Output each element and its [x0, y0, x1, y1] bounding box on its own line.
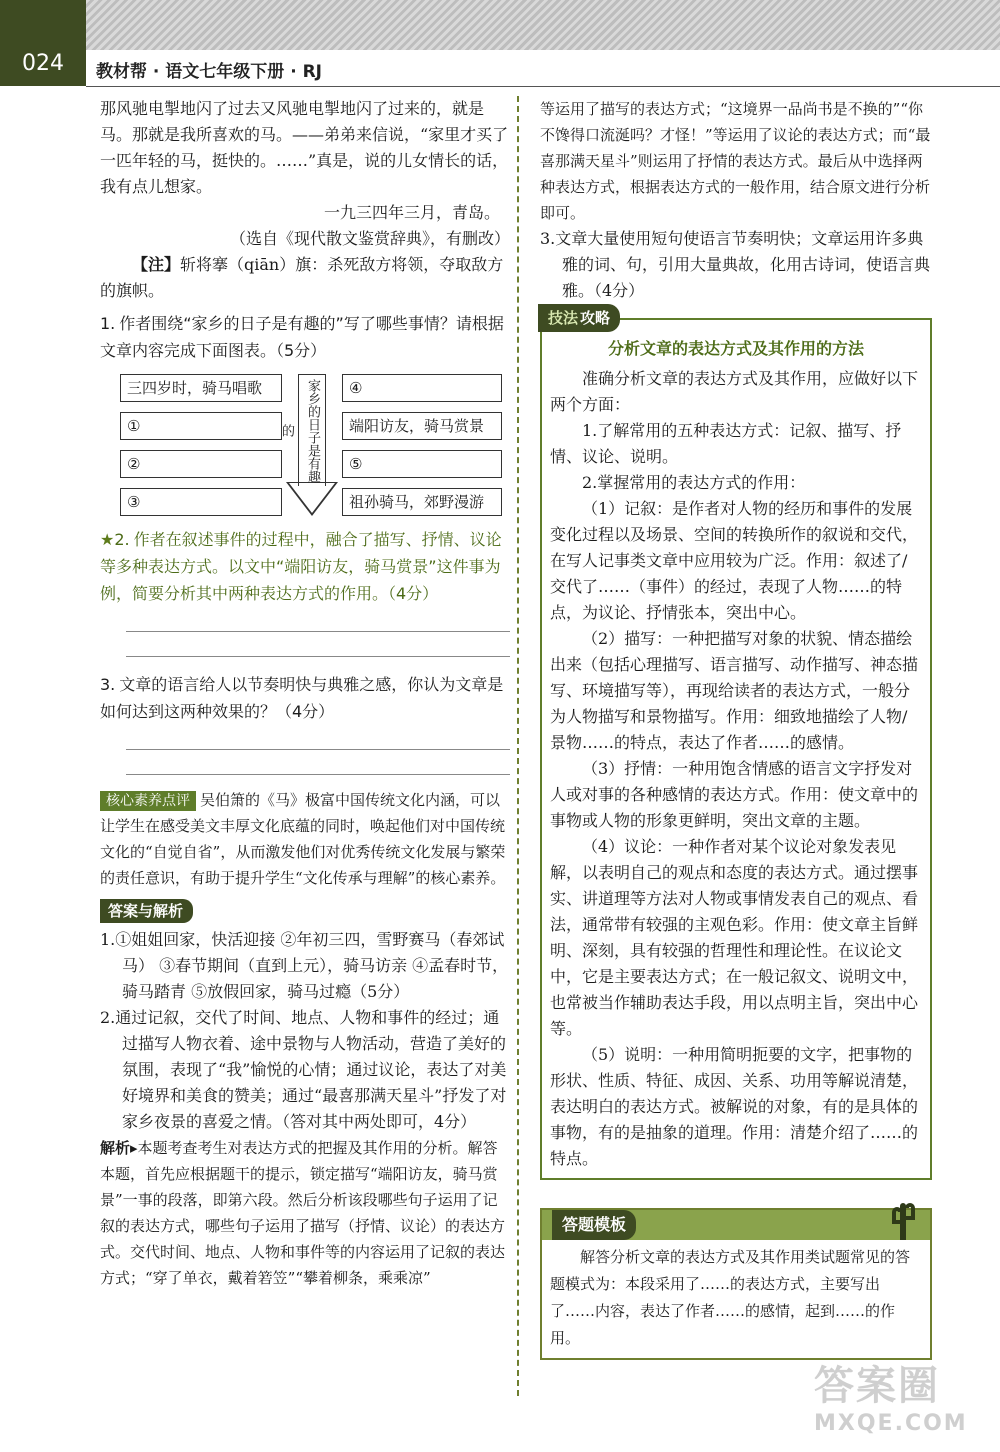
answer-template-header: [542, 1210, 930, 1240]
diagram-left-box: 三四岁时，骑马唱歌: [120, 374, 282, 402]
answer-analysis-tag: 答案与解析: [100, 899, 193, 923]
event-diagram: [120, 374, 510, 520]
question-3: [100, 671, 510, 725]
header-rule: [86, 86, 1000, 87]
question-2: [100, 526, 510, 607]
watermark-cn: 答案圈: [814, 1363, 940, 1409]
passage-date: 一九三四年三月，青岛。: [323, 203, 500, 222]
technique-box: [540, 309, 932, 1180]
diagram-right-box: 端阳访友，骑马赏景: [342, 412, 502, 440]
diagram-center-label: 家乡的日子是有趣的: [298, 374, 326, 486]
answer-line: [126, 631, 510, 632]
diagram-left-box: ①: [120, 412, 282, 440]
passage-source: （选自《现代散文鉴赏辞典》，有删改）: [229, 229, 510, 248]
technique-paragraph: （1）记叙：是作者对人物的经历和事件的发展变化过程以及场景、空间的转换所作的叙说和交代，在写人记事类文章中应用较为广泛。作用：叙述了/交代了……（事件）的经过，表现了人物……的特点，为议论、抒情张本，突出中心。: [550, 499, 919, 622]
analysis-continuation: 等运用了描写的表达方式；“这境界一品尚书是不换的”“你不馋得口流涎吗？才怪！”等运用了议论的表达方式；而“最喜那满天星斗”则运用了抒情的表达方式。最后从中选择两种表达方式，根据表达方式的一般作用，结合原文进行分析即可。: [540, 100, 931, 222]
answer-line: [126, 749, 510, 750]
technique-tab-light: 技法: [548, 309, 579, 327]
core-literacy-tag: 核心素养点评: [100, 791, 196, 811]
question-3-number: 3.: [100, 675, 116, 694]
note-label: 【注】: [132, 255, 181, 274]
technique-paragraph: （2）描写：一种把描写对象的状貌、情态描绘出来（包括心理描写、语言描写、动作描写、神态描写、环境描写等），再现给读者的表达方式，一般分为人物描写和景物描写。作用：细致地描绘了人物/景物……的特点，表达了作者……的感情。: [550, 629, 919, 752]
diagram-arrow: [279, 374, 340, 520]
answer-line: [126, 774, 510, 775]
technique-title: 分析文章的表达方式及其作用的方法: [607, 339, 864, 358]
technique-paragraph: 2.掌握常用的表达方式的作用：: [582, 473, 806, 492]
question-1-number: 1.: [100, 314, 116, 333]
answer-template-text: 解答分析文章的表达方式及其作用类试题常见的答题模式为：本段采用了……的表达方式，主要写出了……内容，表达了作者……的感情，起到……的作用。: [550, 1248, 911, 1347]
technique-paragraph: （3）抒情：一种用饱含情感的语言文字抒发对人或对事的各种感情的表达方式。作用：使文章中的事物或人物的形象更鲜明，突出文章的主题。: [550, 759, 919, 830]
core-literacy-text: 吴伯箫的《马》极富中国传统文化内涵，可以让学生在感受美文丰厚文化底蕴的同时，唤起他们对中国传统文化的“自觉自省”，从而激发他们对优秀传统文化发展与繁荣的责任意识，有助于提升学生“文化传承与理解”的核心素养。: [100, 791, 506, 887]
analysis-label: 解析: [100, 1139, 131, 1157]
passage-text: 那风驰电掣地闪了过去又风驰电掣地闪了过来的，就是马。那就是我所喜欢的马。——弟弟来信说，“家里才买了一匹年轻的马，挺快的。……”真是，说的儿女情长的话，我有点儿想家。: [100, 99, 509, 196]
answer-item: 2.通过记叙，交代了时间、地点、人物和事件的经过；通过描写人物衣着、途中景物与人物活动，营造了美好的氛围，表现了“我”愉悦的心情；通过议论，表达了对美好境界和美食的赞美；通过“最喜那满天星斗”抒发了对家乡夜景的喜爱之情。（答对其中两处即可，4分）: [100, 1008, 507, 1131]
page-number: 024: [0, 0, 86, 86]
column-divider: [517, 96, 519, 1396]
answer-template-box: [540, 1208, 932, 1360]
technique-tab: [538, 304, 620, 332]
note: [100, 252, 510, 304]
cactus-icon: [886, 1196, 920, 1240]
answer-line: [126, 656, 510, 657]
core-literacy-comment: [100, 787, 510, 891]
watermark: [814, 1362, 994, 1448]
star-icon: ★: [100, 530, 115, 549]
diagram-right-box: 祖孙骑马，郊野漫游: [342, 488, 502, 516]
right-column: [540, 96, 932, 1360]
question-2-number: 2.: [114, 530, 130, 549]
answer-item: 3.文章大量使用短句使语言节奏明快；文章运用许多典雅的词、句，引用大量典故，化用古诗词，使语言典雅。（4分）: [540, 229, 931, 300]
header-title: 教材帮 · 语文七年级下册 · RJ: [96, 61, 323, 82]
note-text: 斩将搴（qiān）旗：杀死敌方将领，夺取敌方的旗帜。: [100, 255, 504, 300]
answer-template-tab: 答题模板: [552, 1210, 636, 1240]
technique-paragraph: （5）说明：一种用简明扼要的文字，把事物的形状、性质、特征、成因、关系、功用等解说清楚，表达明白的表达方式。被解说的对象，有的是具体的事物，有的是抽象的道理。作用：清楚介绍了……的特点。: [550, 1045, 919, 1168]
watermark-en: MXQE.COM: [814, 1411, 968, 1436]
technique-paragraph: 1.了解常用的五种表达方式：记叙、描写、抒情、议论、说明。: [550, 421, 902, 466]
answer-block: [100, 927, 510, 1291]
technique-paragraph: （4）议论：一种作者对某个议论对象发表见解，以表明自己的观点和态度的表达方式。通过摆事实、讲道理等方法对人物或事情发表自己的观点、看法，通常带有较强的主观色彩。作用：使文章主旨鲜明、深刻，具有较强的哲理性和理论性。在议论文中，它是主要表达方式；在一般记叙文、说明文中，也常被当作辅助表达手段，用以点明主旨，突出中心等。: [550, 837, 919, 1038]
arrow-head-fill: [289, 483, 335, 513]
analysis-text: ▸本题考查考生对表达方式的把握及其作用的分析。解答本题，首先应根据题干的提示，锁定描写“端阳访友，骑马赏景”一事的段落，即第六段。然后分析该段哪些句子运用了记叙的表达方式，哪些句子运用了描写（抒情、议论）的表达方式。交代时间、地点、人物和事件等的内容运用了记叙的表达方式；“穿了单衣，戴着箬笠”“攀着柳条，乘乘凉”: [100, 1139, 506, 1287]
analysis: [100, 1135, 510, 1291]
question-3-text: 文章的语言给人以节奏明快与典雅之感，你认为文章是如何达到这两种效果的？（4分）: [100, 675, 504, 721]
answer-item: 1.①姐姐回家，快活迎接 ②年初三四，雪野赛马（春郊试马） ③春节期间（直到上元），骑马访亲 ④孟春时节，骑马踏青 ⑤放假回家，骑马过瘾（5分）: [100, 930, 509, 1001]
technique-tab-bold: 攻略: [580, 309, 611, 327]
diagram-left-box: ②: [120, 450, 282, 478]
header-band: [86, 0, 1000, 50]
question-1-text: 作者围绕“家乡的日子是有趣的”写了哪些事情？请根据文章内容完成下面图表。（5分）: [100, 314, 504, 360]
diagram-right-box: ⑤: [342, 450, 502, 478]
question-2-text: 作者在叙述事件的过程中，融合了描写、抒情、议论等多种表达方式。以文中“端阳访友，骑马赏景”这件事为例，简要分析其中两种表达方式的作用。（4分）: [100, 530, 502, 603]
left-column: [100, 96, 510, 1291]
diagram-left-box: ③: [120, 488, 282, 516]
technique-paragraph: 准确分析文章的表达方式及其作用，应做好以下两个方面：: [550, 369, 919, 414]
diagram-right-box: ④: [342, 374, 502, 402]
question-1: [100, 310, 510, 364]
